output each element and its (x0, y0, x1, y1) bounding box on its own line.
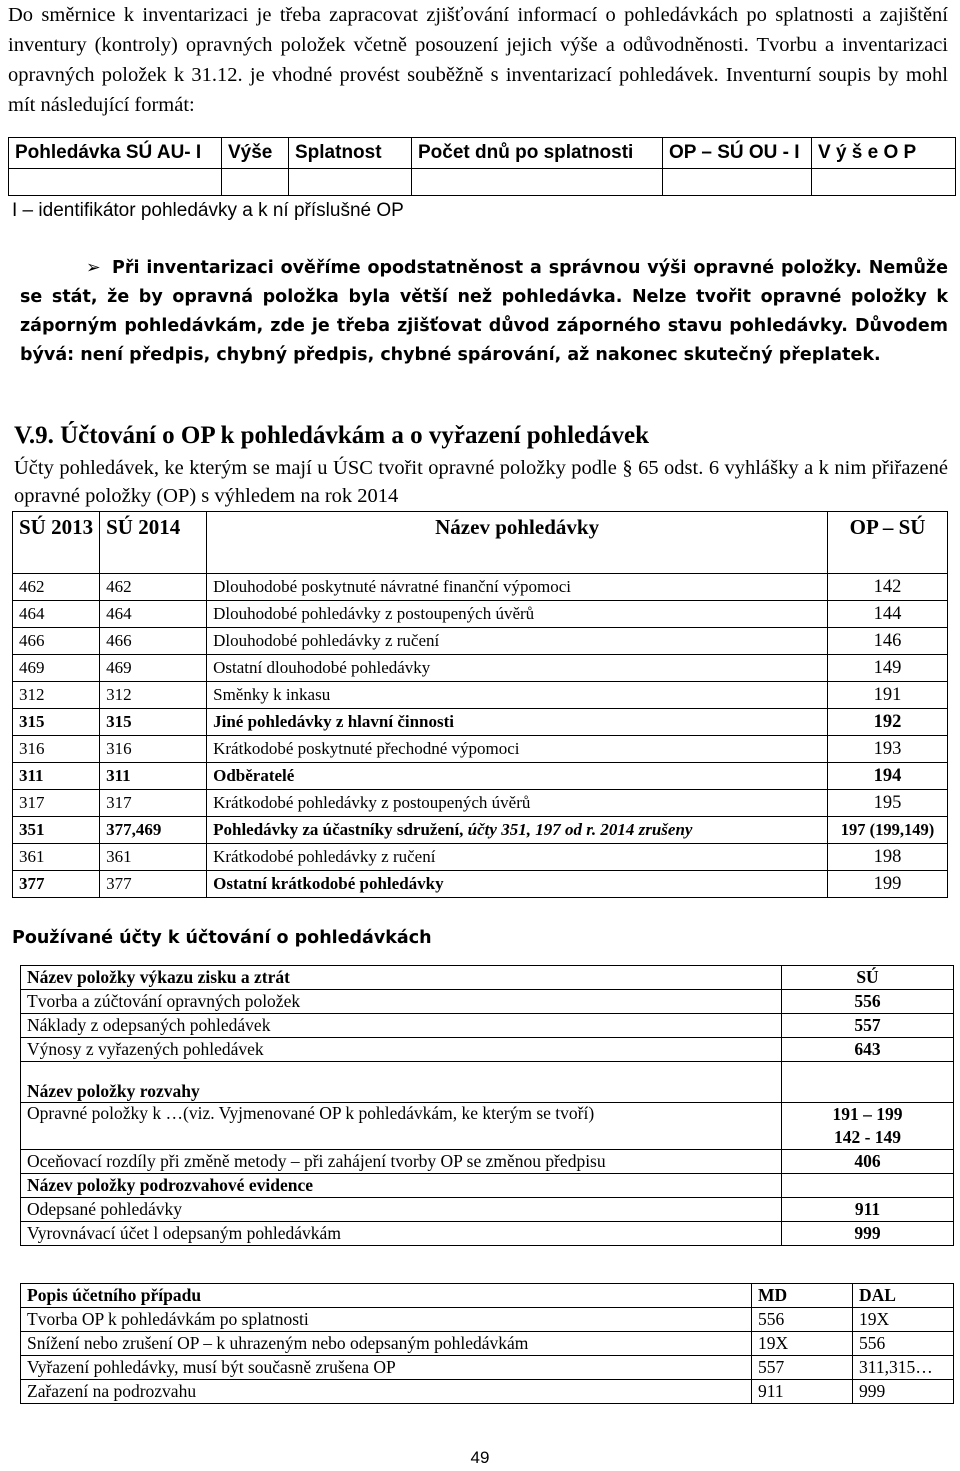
cell-md: 911 (752, 1380, 853, 1404)
cell-name-main: Pohledávky za účastníky sdružení, (213, 820, 468, 839)
cell-su2013: 311 (13, 763, 100, 790)
inv-col-days-overdue: Počet dnů po splatnosti (412, 138, 663, 169)
cell-name: Ostatní dlouhodobé pohledávky (207, 655, 828, 682)
cell-name: Odepsané pohledávky (21, 1198, 782, 1222)
bs-header-name: Název položky rozvahy (21, 1062, 782, 1103)
cell-op: 191 (828, 682, 948, 709)
cases-col-description: Popis účetního případu (21, 1284, 752, 1308)
cell-su: 556 (782, 990, 954, 1014)
table-row (21, 1308, 954, 1332)
pl-header-su: SÚ (782, 966, 954, 990)
cell-name: Jiné pohledávky z hlavní činnosti (207, 709, 828, 736)
section-heading: V.9. Účtování o OP k pohledávkám a o vyřazení pohledávek (14, 422, 650, 449)
cell-name: Směnky k inkasu (207, 682, 828, 709)
cell-md: 556 (752, 1308, 853, 1332)
cell-su2013: 312 (13, 682, 100, 709)
table-row (13, 817, 948, 844)
cell-md: 19X (752, 1332, 853, 1356)
cell-op: 193 (828, 736, 948, 763)
inventory-empty-row (9, 169, 956, 196)
cell-su2014: 317 (100, 790, 207, 817)
accounts-op-table (12, 511, 948, 898)
inv-col-due-date: Splatnost (289, 138, 412, 169)
bullet-text-1: Při inventarizaci ověříme opodstatněnost a správnou výši opravné položky. Nemůže se stát, že by opravná položka byla větší než pohledávka. (20, 258, 948, 307)
cell-dal: 556 (853, 1332, 954, 1356)
cell-name: Opravné položky k …(viz. Vyjmenované OP k pohledávkám, ke kterým se tvoří) (21, 1103, 782, 1150)
table-row (21, 1103, 954, 1150)
table-row (13, 574, 948, 601)
bullet-text-3: Důvodem bývá: není předpis, chybný předpis, chybné spárování, až nakonec skutečný přeplatek. (20, 316, 948, 365)
table-row (21, 1150, 954, 1174)
table-row (21, 1198, 954, 1222)
accounts-header-row (13, 512, 948, 574)
cell-dal: 311,315… (853, 1356, 954, 1380)
cell-su2013: 351 (13, 817, 100, 844)
cell-name-note: účty 351, 197 od r. 2014 zrušeny (467, 820, 693, 839)
cell-name: Krátkodobé poskytnuté přechodné výpomoci (207, 736, 828, 763)
cell-su2014: 316 (100, 736, 207, 763)
cell-su2014: 466 (100, 628, 207, 655)
cell-su2013: 462 (13, 574, 100, 601)
cell-su2014: 315 (100, 709, 207, 736)
cell-name: Vyrovnávací účet l odepsaným pohledávkám (21, 1222, 782, 1246)
cell-md: 557 (752, 1356, 853, 1380)
cell-description: Vyřazení pohledávky, musí být současně zrušena OP (21, 1356, 752, 1380)
used-accounts-table (20, 965, 954, 1246)
cell-description: Tvorba OP k pohledávkám po splatnosti (21, 1308, 752, 1332)
cell-su-b: 142 - 149 (833, 1127, 902, 1147)
cell-name: Náklady z odepsaných pohledávek (21, 1014, 782, 1038)
cell-su2014: 377 (100, 871, 207, 898)
cell-su2014: 312 (100, 682, 207, 709)
cell-su2014: 361 (100, 844, 207, 871)
table-row (21, 1332, 954, 1356)
cell-name: Dlouhodobé poskytnuté návratné finanční výpomoci (207, 574, 828, 601)
cell-op: 146 (828, 628, 948, 655)
cell-name: Dlouhodobé pohledávky z ručení (207, 628, 828, 655)
table-row (21, 990, 954, 1014)
inv-col-receivable: Pohledávka SÚ AU- I (9, 138, 222, 169)
table-row (13, 736, 948, 763)
inventory-bullet (20, 254, 948, 370)
cell-name: Krátkodobé pohledávky z postoupených úvěrů (207, 790, 828, 817)
offbs-header-row (21, 1174, 954, 1198)
table-row (13, 655, 948, 682)
cell-dal: 19X (853, 1308, 954, 1332)
cell-su (782, 1103, 954, 1150)
inv-col-amount: Výše (222, 138, 289, 169)
table-row (13, 790, 948, 817)
table-row (21, 1380, 954, 1404)
cell-name: Tvorba a zúčtování opravných položek (21, 990, 782, 1014)
cases-col-dal: DAL (853, 1284, 954, 1308)
cell-dal: 999 (853, 1380, 954, 1404)
acc-col-su2013: SÚ 2013 (13, 512, 100, 574)
cell-op: 194 (828, 763, 948, 790)
bullet-text-2: Nelze tvořit opravné položky k záporným pohledávkám, zde je třeba zjišťovat důvod záporného stavu pohledávky. (20, 287, 948, 336)
table-row (13, 871, 948, 898)
cell-name: Odběratelé (207, 763, 828, 790)
bs-header-row (21, 1062, 954, 1103)
cell-su2013: 315 (13, 709, 100, 736)
cell-su: 643 (782, 1038, 954, 1062)
cell-op: 149 (828, 655, 948, 682)
acc-col-su2014: SÚ 2014 (100, 512, 207, 574)
cell-name: Dlouhodobé pohledávky z postoupených úvěrů (207, 601, 828, 628)
cell-op: 192 (828, 709, 948, 736)
cell-su2013: 316 (13, 736, 100, 763)
cell-su2013: 317 (13, 790, 100, 817)
cell-name: Výnosy z vyřazených pohledávek (21, 1038, 782, 1062)
cell-name (207, 817, 828, 844)
table-row (21, 1356, 954, 1380)
table-row (13, 628, 948, 655)
cell-su2013: 464 (13, 601, 100, 628)
cell-su: 999 (782, 1222, 954, 1246)
table-row (13, 763, 948, 790)
cell-su-a: 191 – 199 (832, 1104, 903, 1124)
arrow-bullet-icon: ➢ (86, 258, 101, 278)
page-number: 49 (470, 1448, 490, 1467)
pl-header-name: Název položky výkazu zisku a ztrát (21, 966, 782, 990)
cell-name: Ostatní krátkodobé pohledávky (207, 871, 828, 898)
table-row (13, 601, 948, 628)
cell-name: Krátkodobé pohledávky z ručení (207, 844, 828, 871)
cell-su2014: 377,469 (100, 817, 207, 844)
section-intro-text: Účty pohledávek, ke kterým se mají u ÚSC tvořit opravné položky podle § 65 odst. 6 vyhlášky a k nim přiřazené opravné položky (OP) s výhledem na rok 2014 (14, 457, 948, 507)
identifier-note: I – identifikátor pohledávky a k ní příslušné OP (12, 200, 404, 221)
intro-paragraph: Do směrnice k inventarizaci je třeba zapracovat zjišťování informací o pohledávkách po splatnosti a zajištění inventury (kontroly) opravných položek včetně posouzení jejich výše a odůvodněnosti. Tvorbu a inventarizaci opravných položek k 31.12. je vhodné provést souběžně s inventarizací pohledávek. Inventurní soupis by mohl mít následující formát: (8, 4, 948, 116)
cell-op: 197 (199,149) (828, 817, 948, 844)
table-row (21, 1038, 954, 1062)
acc-col-op: OP – SÚ (828, 512, 948, 574)
cell-su: 911 (782, 1198, 954, 1222)
cell-su2013: 466 (13, 628, 100, 655)
cell-op: 144 (828, 601, 948, 628)
cell-su2013: 361 (13, 844, 100, 871)
table-row (13, 844, 948, 871)
table-row (21, 1222, 954, 1246)
cell-op: 195 (828, 790, 948, 817)
cell-su2013: 469 (13, 655, 100, 682)
table-row (21, 1014, 954, 1038)
accounting-cases-table (20, 1283, 954, 1404)
cell-su: 406 (782, 1150, 954, 1174)
inventory-header-row (9, 138, 956, 169)
table-row (13, 682, 948, 709)
cell-op: 142 (828, 574, 948, 601)
cell-name: Oceňovací rozdíly při změně metody – při zahájení tvorby OP se změnou předpisu (21, 1150, 782, 1174)
cell-op: 198 (828, 844, 948, 871)
cell-description: Zařazení na podrozvahu (21, 1380, 752, 1404)
offbs-header-name: Název položky podrozvahové evidence (21, 1174, 782, 1198)
used-accounts-title: Používané účty k účtování o pohledávkách (12, 928, 432, 948)
cell-su2014: 462 (100, 574, 207, 601)
cell-su2014: 464 (100, 601, 207, 628)
pl-header-row (21, 966, 954, 990)
cell-su: 557 (782, 1014, 954, 1038)
inventory-format-table (8, 137, 956, 196)
inv-col-op-amount: V ý š e O P (812, 138, 956, 169)
inv-col-op-account: OP – SÚ OU - I (663, 138, 812, 169)
cell-description: Snížení nebo zrušení OP – k uhrazeným nebo odepsaným pohledávkám (21, 1332, 752, 1356)
cases-header-row (21, 1284, 954, 1308)
table-row (13, 709, 948, 736)
cases-col-md: MD (752, 1284, 853, 1308)
cell-su2014: 311 (100, 763, 207, 790)
cell-su2013: 377 (13, 871, 100, 898)
cell-su2014: 469 (100, 655, 207, 682)
cell-op: 199 (828, 871, 948, 898)
acc-col-name: Název pohledávky (207, 512, 828, 574)
